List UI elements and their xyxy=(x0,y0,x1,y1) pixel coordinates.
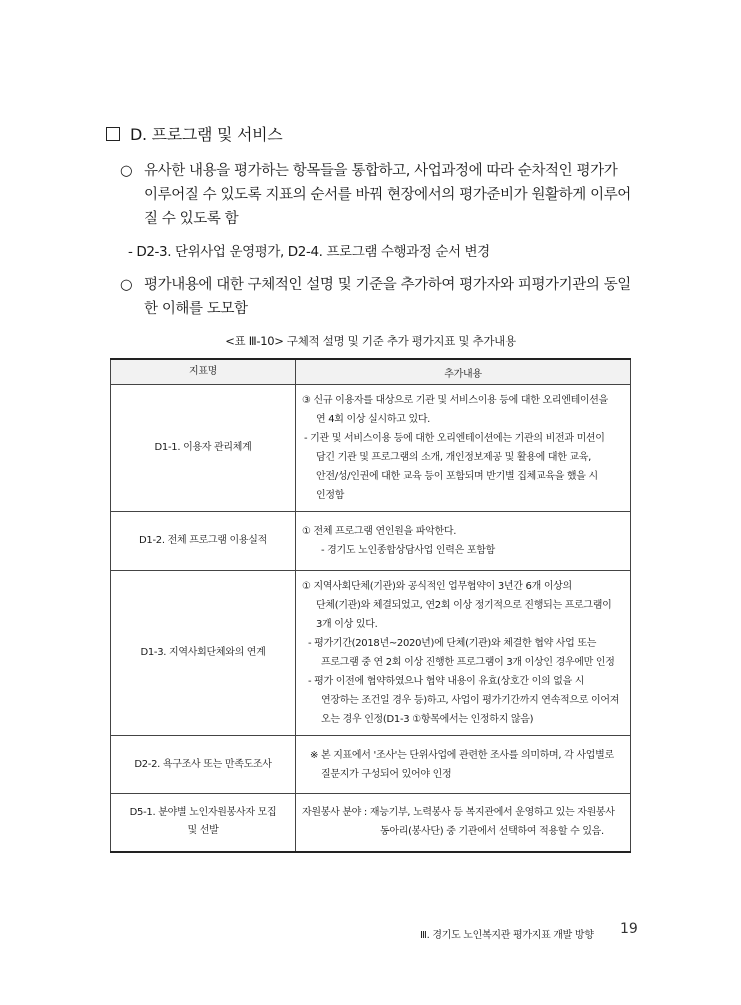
content-line: 담긴 기관 및 프로그램의 소개, 개인정보제공 및 활용에 대한 교육, xyxy=(316,452,592,463)
indicator-name-line: 및 선발 xyxy=(187,825,219,837)
content-line: 인정함 xyxy=(316,490,345,501)
content-line: - 경기도 노인종합상담사업 인력은 포함함 xyxy=(321,545,495,556)
indicator-name: D1-2. 전체 프로그램 이용실적 xyxy=(111,512,296,571)
footer-chapter: Ⅲ. 경기도 노인복지관 평가지표 개발 방향 xyxy=(420,930,594,941)
table-row xyxy=(111,385,631,512)
bullet-line: 한 이해를 도모함 xyxy=(144,301,248,317)
section-heading xyxy=(106,122,282,145)
bullet-item-1 xyxy=(120,159,640,231)
content-line: 질문지가 구성되어 있어야 인정 xyxy=(321,768,452,780)
header-added-content: 추가내용 xyxy=(296,359,631,385)
indicator-content xyxy=(296,512,631,571)
circle-bullet-icon: ○ xyxy=(120,163,133,179)
bullet-line: 질 수 있도록 함 xyxy=(144,211,239,227)
bullet-line: 평가내용에 대한 구체적인 설명 및 기준을 추가하여 평가자와 피평가기관의 동일 xyxy=(144,277,631,293)
header-indicator-name: 지표명 xyxy=(111,359,296,385)
content-line: - 평가기간(2018년~2020년)에 단체(기관)와 체결한 협약 사업 또는 xyxy=(308,638,597,649)
indicator-name: D1-1. 이용자 관리체계 xyxy=(111,385,296,512)
indicator-name: D1-3. 지역사회단체와의 연계 xyxy=(111,571,296,736)
table-caption: <표 Ⅲ-10> 구체적 설명 및 기준 추가 평가지표 및 추가내용 xyxy=(225,334,516,348)
indicator-content xyxy=(296,571,631,736)
content-line: 자원봉사 분야 : 재능기부, 노력봉사 등 복지관에서 운영하고 있는 자원봉사 xyxy=(302,807,615,819)
indicator-name xyxy=(111,794,296,852)
content-line: 연 4회 이상 실시하고 있다. xyxy=(316,414,431,425)
table-row xyxy=(111,736,631,794)
content-line: 동아리(봉사단) 중 기관에서 선택하여 적용할 수 있음. xyxy=(380,826,604,838)
content-line: 안전/성/인권에 대한 교육 등이 포함되며 반기별 집체교육을 했을 시 xyxy=(316,471,598,482)
content-line: 오는 경우 인정(D1-3 ①항목에서는 인정하지 않음) xyxy=(321,714,534,725)
table-header-row xyxy=(111,359,631,385)
table-row xyxy=(111,794,631,852)
indicator-name-line: D5-1. 분야별 노인자원봉사자 모집 xyxy=(129,807,277,819)
bullet-line: 이루어질 수 있도록 지표의 순서를 바꿔 현장에서의 평가준비가 원활하게 이루어 xyxy=(144,187,631,203)
content-line: ※ 본 지표에서 '조사'는 단위사업에 관련한 조사를 의미하며, 각 사업별로 xyxy=(310,749,614,761)
content-line: - 평가 이전에 협약하였으나 협약 내용이 유효(상호간 이의 없을 시 xyxy=(308,676,585,687)
table-row xyxy=(111,571,631,736)
indicator-name: D2-2. 욕구조사 또는 만족도조사 xyxy=(111,736,296,794)
table-row xyxy=(111,512,631,571)
indicator-content xyxy=(296,794,631,852)
content-line: 프로그램 중 연 2회 이상 진행한 프로그램이 3개 이상인 경우에만 인정 xyxy=(321,657,615,668)
content-line: 단체(기관)와 체결되었고, 연2회 이상 정기적으로 진행되는 프로그램이 xyxy=(316,600,612,611)
indicator-content xyxy=(296,385,631,512)
content-line: 연장하는 조건일 경우 등)하고, 사업이 평가기간까지 연속적으로 이어져 xyxy=(321,695,620,706)
section-title: D. 프로그램 및 서비스 xyxy=(130,125,283,144)
circle-bullet-icon: ○ xyxy=(120,277,133,293)
content-line: 3개 이상 있다. xyxy=(316,619,378,630)
checkbox-square-icon xyxy=(106,127,120,141)
indicator-content xyxy=(296,736,631,794)
bullet-line: 유사한 내용을 평가하는 항목들을 통합하고, 사업과정에 따라 순차적인 평가가 xyxy=(144,163,618,179)
content-line: ③ 신규 이용자를 대상으로 기관 및 서비스이용 등에 대한 오리엔테이션을 xyxy=(302,395,609,406)
content-line: ① 전체 프로그램 연인원을 파악한다. xyxy=(302,526,457,537)
indicator-table xyxy=(110,358,631,853)
content-line: - 기관 및 서비스이용 등에 대한 오리엔테이션에는 기관의 비전과 미션이 xyxy=(304,433,605,444)
page-number: 19 xyxy=(620,921,638,937)
bullet-item-2 xyxy=(120,273,640,321)
sub-item: - D2-3. 단위사업 운영평가, D2-4. 프로그램 수행과정 순서 변경 xyxy=(128,244,490,260)
content-line: ① 지역사회단체(기관)와 공식적인 업무협약이 3년간 6개 이상의 xyxy=(302,581,572,592)
